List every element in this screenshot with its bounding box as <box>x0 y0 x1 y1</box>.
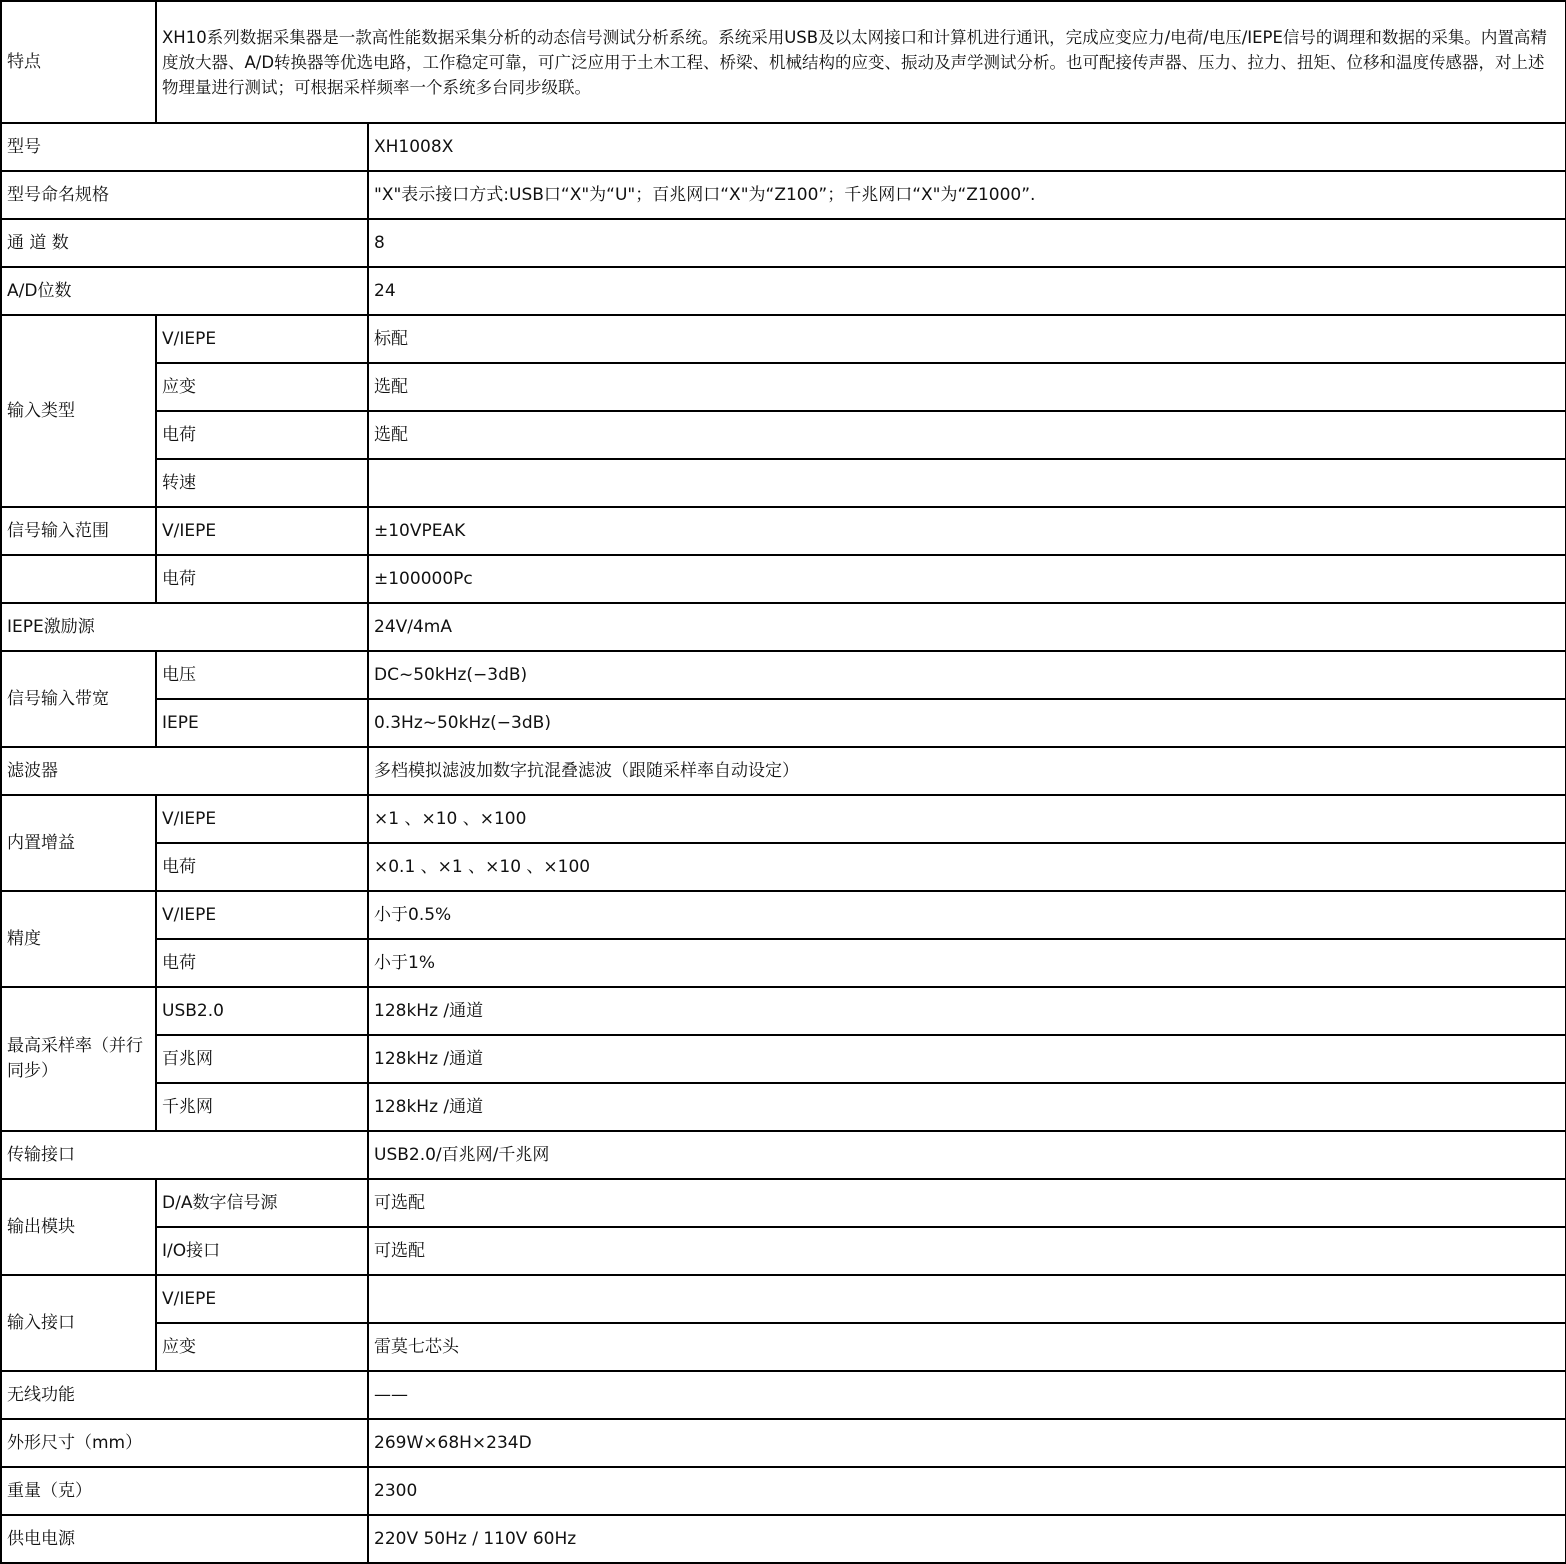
table-row-max-rate <box>1 1083 1566 1131</box>
max-rate-sub: 百兆网 <box>156 1035 368 1083</box>
input-type-sub: 应变 <box>156 363 368 411</box>
table-row-ad-bits <box>1 267 1566 315</box>
table-row-input-type <box>1 363 1566 411</box>
table-row-model <box>1 123 1566 171</box>
input-type-value <box>368 459 1566 507</box>
model-value: XH1008X <box>368 123 1566 171</box>
channels-label: 通 道 数 <box>1 219 368 267</box>
bandwidth-value: 0.3Hz~50kHz(−3dB) <box>368 699 1566 747</box>
gain-sub: V/IEPE <box>156 795 368 843</box>
table-row-naming <box>1 171 1566 219</box>
accuracy-value: 小于1% <box>368 939 1566 987</box>
table-row-input-range <box>1 507 1566 555</box>
ad-bits-label: A/D位数 <box>1 267 368 315</box>
table-row-input-connector <box>1 1323 1566 1371</box>
table-row-input-type <box>1 411 1566 459</box>
max-rate-value: 128kHz /通道 <box>368 987 1566 1035</box>
accuracy-label: 精度 <box>1 891 156 987</box>
table-row-accuracy <box>1 939 1566 987</box>
output-module-value: 可选配 <box>368 1227 1566 1275</box>
table-row-gain <box>1 843 1566 891</box>
output-module-label: 输出模块 <box>1 1179 156 1275</box>
table-row-max-rate <box>1 1035 1566 1083</box>
input-connector-sub: 应变 <box>156 1323 368 1371</box>
power-value: 220V 50Hz / 110V 60Hz <box>368 1515 1566 1563</box>
input-range-value: ±100000Pc <box>368 555 1566 603</box>
max-rate-label: 最高采样率（并行同步） <box>1 987 156 1131</box>
table-row-max-rate <box>1 987 1566 1035</box>
table-row-interface <box>1 1131 1566 1179</box>
table-row-power <box>1 1515 1566 1563</box>
model-label: 型号 <box>1 123 368 171</box>
table-row-iepe-source <box>1 603 1566 651</box>
bandwidth-value: DC~50kHz(−3dB) <box>368 651 1566 699</box>
interface-label: 传输接口 <box>1 1131 368 1179</box>
gain-value: ×1 、×10 、×100 <box>368 795 1566 843</box>
max-rate-value: 128kHz /通道 <box>368 1083 1566 1131</box>
iepe-source-value: 24V/4mA <box>368 603 1566 651</box>
input-type-sub: 转速 <box>156 459 368 507</box>
bandwidth-sub: IEPE <box>156 699 368 747</box>
input-range-sub: 电荷 <box>156 555 368 603</box>
input-range-value: ±10VPEAK <box>368 507 1566 555</box>
table-row-features <box>1 1 1566 123</box>
interface-value: USB2.0/百兆网/千兆网 <box>368 1131 1566 1179</box>
table-row-gain <box>1 795 1566 843</box>
table-row-output-module <box>1 1179 1566 1227</box>
table-row-dimensions <box>1 1419 1566 1467</box>
table-row-channels <box>1 219 1566 267</box>
table-row-input-type <box>1 459 1566 507</box>
table-row-filter <box>1 747 1566 795</box>
table-row-input-connector <box>1 1275 1566 1323</box>
gain-label: 内置增益 <box>1 795 156 891</box>
input-connector-value <box>368 1275 1566 1323</box>
input-connector-sub: V/IEPE <box>156 1275 368 1323</box>
table-row-accuracy <box>1 891 1566 939</box>
table-row-bandwidth <box>1 651 1566 699</box>
weight-label: 重量（克） <box>1 1467 368 1515</box>
input-type-sub: V/IEPE <box>156 315 368 363</box>
output-module-value: 可选配 <box>368 1179 1566 1227</box>
input-connector-label: 输入接口 <box>1 1275 156 1371</box>
features-label: 特点 <box>1 1 156 123</box>
weight-value: 2300 <box>368 1467 1566 1515</box>
input-connector-value: 雷莫七芯头 <box>368 1323 1566 1371</box>
table-row-weight <box>1 1467 1566 1515</box>
channels-value: 8 <box>368 219 1566 267</box>
gain-sub: 电荷 <box>156 843 368 891</box>
naming-label: 型号命名规格 <box>1 171 368 219</box>
features-value: XH10系列数据采集器是一款高性能数据采集分析的动态信号测试分析系统。系统采用USB及以太网接口和计算机进行通讯，完成应变应力/电荷/电压/IEPE信号的调理和数据的采集。内置高精度放大器、A/D转换器等优选电路，工作稳定可靠，可广泛应用于土木工程、桥梁、机械结构的应变、振动及声学测试分析。也可配接传声器、压力、拉力、扭矩、位移和温度传感器，对上述物理量进行测试；可根据采样频率一个系统多台同步级联。 <box>156 1 1566 123</box>
input-type-value: 选配 <box>368 411 1566 459</box>
table-row-wireless <box>1 1371 1566 1419</box>
max-rate-sub: USB2.0 <box>156 987 368 1035</box>
wireless-value: —— <box>368 1371 1566 1419</box>
output-module-sub: D/A数字信号源 <box>156 1179 368 1227</box>
gain-value: ×0.1 、×1 、×10 、×100 <box>368 843 1566 891</box>
bandwidth-label: 信号输入带宽 <box>1 651 156 747</box>
table-row-bandwidth <box>1 699 1566 747</box>
table-row-input-range <box>1 555 1566 603</box>
table-row-output-module <box>1 1227 1566 1275</box>
input-range-label: 信号输入范围 <box>1 507 156 555</box>
input-type-value: 选配 <box>368 363 1566 411</box>
input-range-sub: V/IEPE <box>156 507 368 555</box>
output-module-sub: I/O接口 <box>156 1227 368 1275</box>
max-rate-value: 128kHz /通道 <box>368 1035 1566 1083</box>
max-rate-sub: 千兆网 <box>156 1083 368 1131</box>
table-row-input-type <box>1 315 1566 363</box>
filter-label: 滤波器 <box>1 747 368 795</box>
accuracy-value: 小于0.5% <box>368 891 1566 939</box>
input-type-value: 标配 <box>368 315 1566 363</box>
input-type-label: 输入类型 <box>1 315 156 507</box>
iepe-source-label: IEPE激励源 <box>1 603 368 651</box>
accuracy-sub: 电荷 <box>156 939 368 987</box>
accuracy-sub: V/IEPE <box>156 891 368 939</box>
filter-value: 多档模拟滤波加数字抗混叠滤波（跟随采样率自动设定） <box>368 747 1566 795</box>
naming-value: "X"表示接口方式:USB口“X"为“U"；百兆网口“X"为“Z100”；千兆网口“X"为“Z1000”. <box>368 171 1566 219</box>
dimensions-value: 269W×68H×234D <box>368 1419 1566 1467</box>
power-label: 供电电源 <box>1 1515 368 1563</box>
dimensions-label: 外形尺寸（mm） <box>1 1419 368 1467</box>
input-range-label-empty <box>1 555 156 603</box>
input-type-sub: 电荷 <box>156 411 368 459</box>
ad-bits-value: 24 <box>368 267 1566 315</box>
wireless-label: 无线功能 <box>1 1371 368 1419</box>
bandwidth-sub: 电压 <box>156 651 368 699</box>
